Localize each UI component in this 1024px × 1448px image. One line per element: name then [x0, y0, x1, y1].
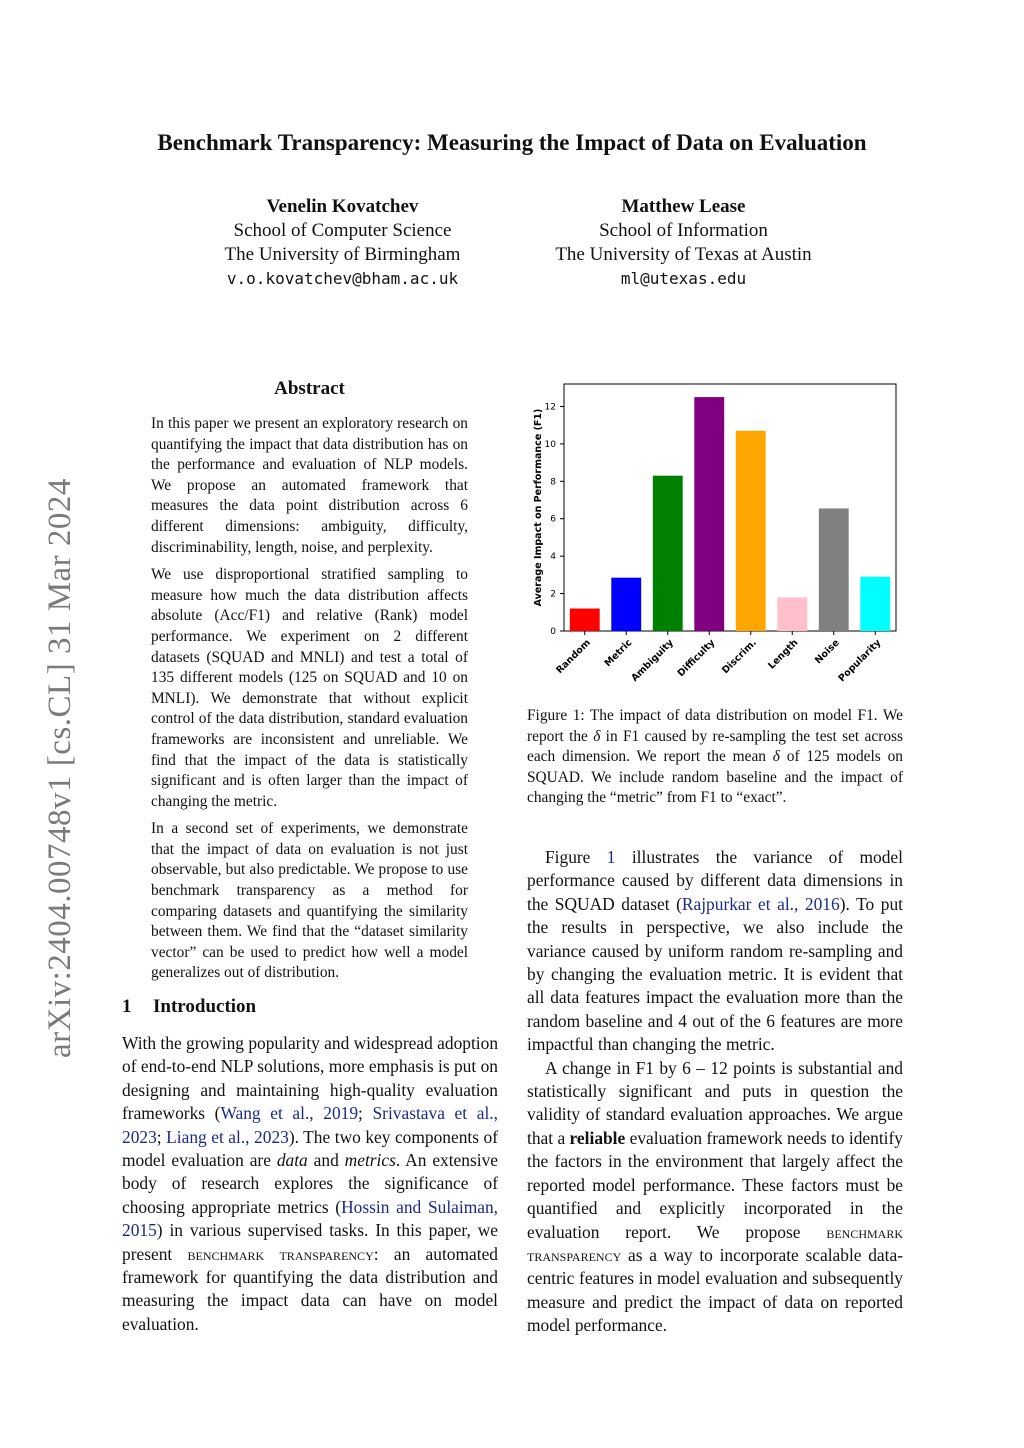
citation-link[interactable]: Wang et al., 2019 [220, 1103, 359, 1124]
method-name: benchmark transparency [187, 1243, 374, 1264]
x-tick-label: Metric [602, 637, 635, 670]
y-tick-label: 0 [550, 627, 556, 637]
y-tick-label: 12 [544, 402, 556, 413]
section-heading-introduction [122, 996, 256, 1018]
author-dept: School of Information [599, 220, 768, 241]
x-tick-label: Ambiguity [629, 637, 676, 684]
bar-random [570, 609, 600, 631]
y-tick-label: 8 [550, 477, 556, 488]
paper-title: Benchmark Transparency: Measuring the Impact of Data on Evaluation [157, 130, 867, 155]
intro-body [122, 1032, 498, 1336]
y-axis-label: Average Impact on Performance (F1) [533, 408, 544, 607]
body-paragraph: A change in F1 by 6 – 12 points is substantial and statistically significant and puts in question the validity of standard evaluation approaches. We argue that a reliable evaluation framework needs to identify the factors in the environment that largely affect the reported model performance. These factors must be quantified and explicitly incorporated in the evaluation report. We propose benchmark transparency as a way to incorporate scalable data-centric features in model evaluation and subsequently measure and predict the impact of data on reported model performance. [527, 1057, 903, 1336]
y-tick-label: 10 [544, 439, 556, 450]
bar-discrim [736, 431, 766, 631]
author-univ: The University of Texas at Austin [555, 244, 812, 265]
abstract-paragraph: In this paper we present an exploratory research on quantifying the impact that data distribution has on the performance and evaluation of NLP models. We propose an automated framework that measures the data point distribution across 6 different dimensions: ambiguity, difficulty, discriminability, length, noise, and perplexity. [151, 415, 468, 556]
figure-1-caption: Figure 1: The impact of data distribution on model F1. We report the δ in F1 caused by re-sampling the test set across each dimension. We report the mean δ of 125 models on SQUAD. We include random baseline and the impact of changing the “metric” from F1 to “exact”. [527, 707, 903, 807]
intro-paragraph: With the growing popularity and widespread adoption of end-to-end NLP solutions, more emphasis is put on designing and maintaining high-quality evaluation frameworks (Wang et al., 2019; Srivastava et al., 2023; Liang et al., 2023). The two key components of model evaluation are data and metrics. An extensive body of research explores the significance of choosing appropriate metrics (Hossin and Sulaiman, 2015) in various supervised tasks. In this paper, we present benchmark transparency: an automated framework for quantifying the data distribution and measuring the impact data can have on model evaluation. [122, 1033, 499, 1334]
author-email[interactable]: v.o.kovatchev@bham.ac.uk [226, 269, 459, 288]
bar-noise [819, 508, 849, 631]
author-name: Venelin Kovatchev [266, 196, 419, 217]
citation-link[interactable]: Srivastava et al., 2023 [122, 1103, 498, 1147]
arxiv-stamp: arXiv:2404.00748v1 [cs.CL] 31 Mar 2024 [42, 478, 78, 1058]
author-dept: School of Computer Science [233, 220, 452, 241]
bar-popularity [860, 577, 890, 631]
right-column-body [527, 846, 903, 1338]
abstract-paragraph: In a second set of experiments, we demonstrate that the impact of data on evaluation is not just observable, but also predictable. We propose to use benchmark transparency as a method for comparing datasets and quantifying the similarity between them. We find that the “dataset similarity vector” can be used to predict how well a model generalizes out of distribution. [151, 820, 468, 982]
section-number: 1 [122, 996, 132, 1017]
citation-link[interactable]: Hossin and Sulaiman, 2015 [122, 1196, 499, 1241]
y-tick-label: 4 [550, 552, 556, 563]
author-email[interactable]: ml@utexas.edu [620, 269, 747, 288]
citation-link[interactable]: Rajpurkar et al., 2016 [681, 893, 840, 914]
x-tick-label: Length [766, 637, 801, 672]
x-tick-label: Noise [812, 637, 842, 667]
author-name: Matthew Lease [621, 196, 746, 217]
x-tick-label: Discrim. [720, 637, 759, 677]
bar-length [777, 597, 807, 631]
citation-link[interactable]: Liang et al., 2023 [166, 1126, 289, 1147]
abstract-paragraph: We use disproportional stratified sampling to measure how much the data distribution affects absolute (Acc/F1) and relative (Rank) model performance. We experiment on 2 different datasets (SQUAD and MNLI) and test a total of 135 different models (125 on SQUAD and 10 on MNLI). We demonstrate that without explicit control of the data distribution, standard evaluation frameworks are inconsistent and unreliable. We find that the impact of the data is statistically significant and is often larger than the impact of changing the metric. [151, 566, 468, 810]
figure-ref-link[interactable]: 1 [606, 847, 616, 867]
figure-1-bar-chart [527, 376, 907, 688]
y-tick-label: 2 [550, 589, 556, 600]
method-name: benchmark transparency [527, 1221, 903, 1265]
author-univ: The University of Birmingham [224, 244, 461, 265]
section-title: Introduction [153, 996, 257, 1017]
x-tick-label: Random [554, 637, 593, 677]
author-block-1 [190, 195, 495, 291]
y-tick-label: 6 [550, 514, 556, 525]
bar-difficulty [694, 397, 724, 631]
bar-ambiguity [653, 476, 683, 631]
body-paragraph: Figure 1 illustrates the variance of model performance caused by different data dimensions in the SQUAD dataset (Rajpurkar et al., 2016). To put the results in perspective, we also include the variance caused by uniform random re-sampling and by changing the evaluation metric. It is evident that all data features impact the evaluation more than the random baseline and 4 out of the 6 features are more impactful than changing the metric. [527, 847, 903, 1055]
author-block-2 [530, 195, 837, 291]
x-tick-label: Popularity [836, 637, 884, 685]
bar-metric [611, 578, 641, 631]
x-tick-label: Difficulty [675, 637, 718, 680]
abstract-heading: Abstract [274, 378, 345, 399]
abstract-body [151, 414, 468, 991]
